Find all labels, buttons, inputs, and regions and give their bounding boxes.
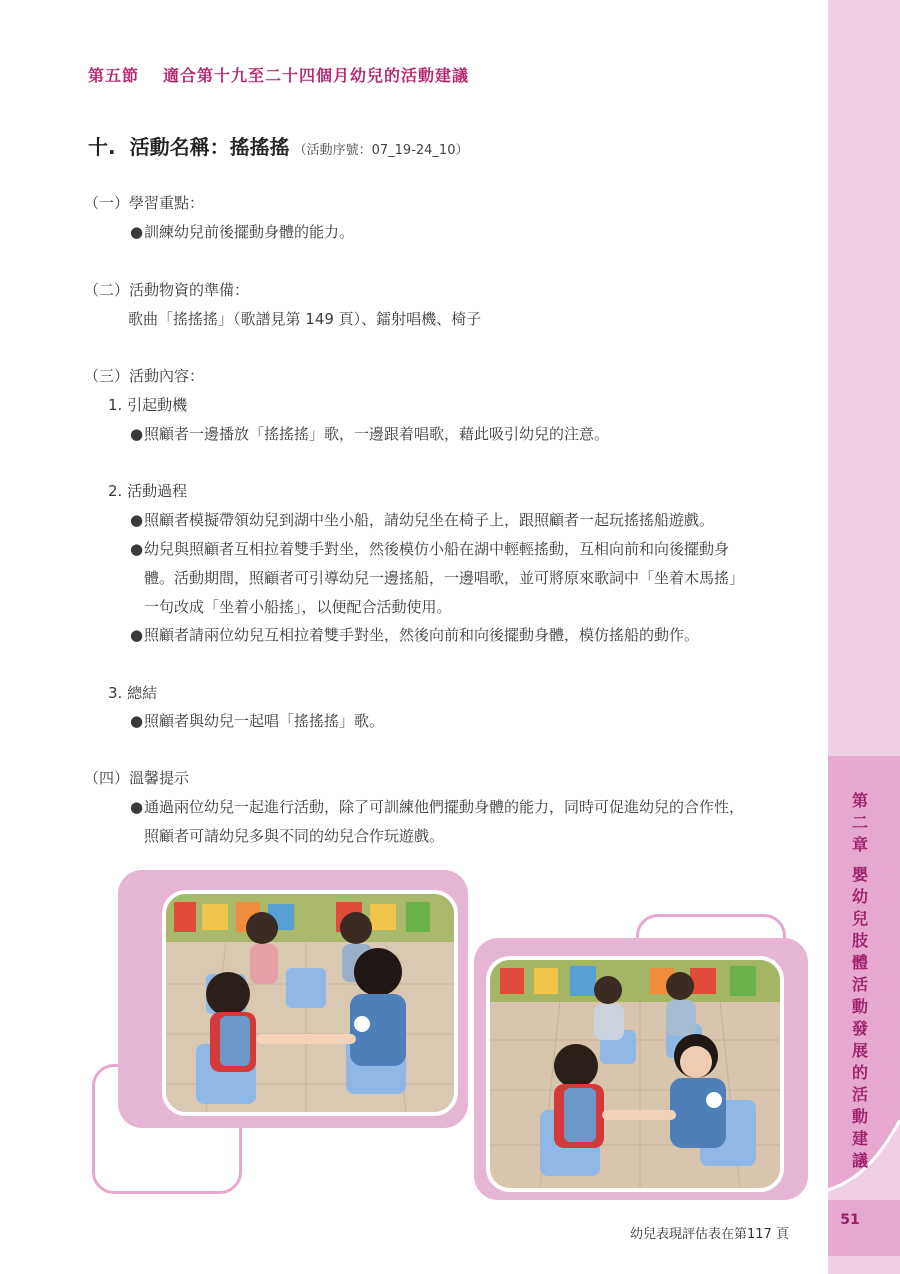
section-header — [88, 63, 469, 86]
motivation-bullet: ●照顧者一邊播放「搖搖搖」歌，一邊跟着唱歌，藉此吸引幼兒的注意。 — [130, 425, 610, 443]
materials-heading: （二）活動物資的準備： — [84, 281, 250, 299]
bullet-dot: ● — [130, 511, 144, 529]
process-bullet-2-line-2: 體。活動期間，照顧者可引導幼兒一邊搖船，一邊唱歌，並可將原來歌詞中「坐着木馬搖」 — [144, 569, 745, 587]
summary-bullet: ●照顧者與幼兒一起唱「搖搖搖」歌。 — [130, 712, 385, 730]
chapter-title-vertical: 第 二 章 嬰 幼 兒 肢 體 活 動 發 展 的 活 動 建 議 — [851, 791, 868, 1170]
bullet-dot: ● — [130, 425, 144, 443]
activity-title — [88, 131, 468, 160]
process-bullet-3: ●照顧者請兩位幼兒互相拉着雙手對坐，然後向前和向後擺動身體，模仿搖船的動作。 — [130, 626, 700, 644]
tips-line-2: 照顧者可請幼兒多與不同的幼兒合作玩遊戲。 — [144, 827, 445, 845]
bullet-dot: ● — [130, 626, 144, 644]
materials-text: 歌曲「搖搖搖」（歌譜見第 149 頁）、鐳射唱機、椅子 — [128, 310, 482, 328]
section-label: 第五節 — [88, 66, 140, 85]
activity-photo-1 — [162, 890, 458, 1116]
section-title: 適合第十九至二十四個月幼兒的活動建議 — [163, 66, 470, 85]
bullet-dot: ● — [130, 540, 144, 558]
tips-heading: （四）溫馨提示 — [84, 769, 190, 787]
activity-number: 十. — [88, 135, 116, 159]
process-bullet-2-line-3: 一句改成「坐着小船搖」，以便配合活動使用。 — [144, 598, 452, 616]
learning-focus-bullet: ●訓練幼兒前後擺動身體的能力。 — [130, 223, 355, 241]
summary-heading: 3. 總結 — [108, 684, 158, 702]
activity-photo-2 — [486, 956, 784, 1192]
tips-bullet: ●通過兩位幼兒一起進行活動，除了可訓練他們擺動身體的能力，同時可促進幼兒的合作性， — [130, 798, 745, 816]
bullet-dot: ● — [130, 223, 144, 241]
process-heading: 2. 活動過程 — [108, 482, 188, 500]
page-number: 51 — [840, 1212, 860, 1228]
assessment-reference: 幼兒表現評估表在第117 頁 — [630, 1227, 789, 1242]
bullet-dot: ● — [130, 712, 144, 730]
activity-code: （活動序號：07_19-24_10） — [293, 143, 469, 158]
learning-focus-heading: （一）學習重點： — [84, 194, 205, 212]
bullet-dot: ● — [130, 798, 144, 816]
process-bullet-2: ●幼兒與照顧者互相拉着雙手對坐，然後模仿小船在湖中輕輕搖動，互相向前和向後擺動身 — [130, 540, 730, 558]
process-bullet-1: ●照顧者模擬帶領幼兒到湖中坐小船，請幼兒坐在椅子上，跟照顧者一起玩搖搖船遊戲。 — [130, 511, 715, 529]
activity-name: 活動名稱：搖搖搖 — [129, 135, 290, 159]
content-heading: （三）活動內容： — [84, 367, 205, 385]
motivation-heading: 1. 引起動機 — [108, 396, 188, 414]
